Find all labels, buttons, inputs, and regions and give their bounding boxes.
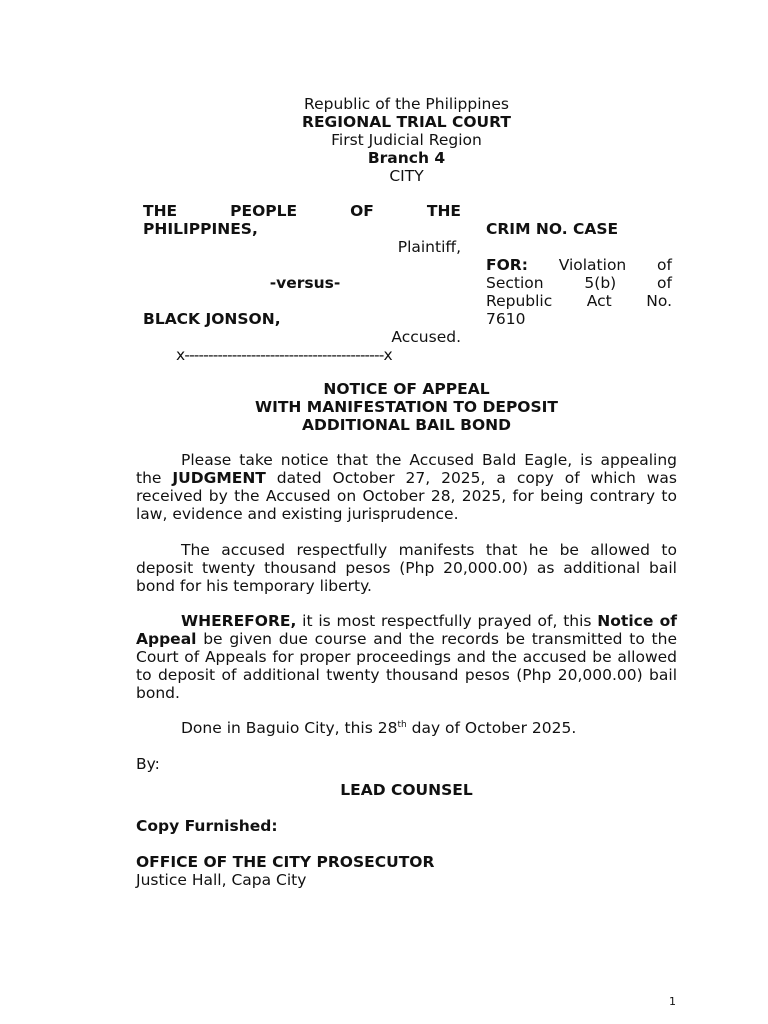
by-label: By: [136,755,160,773]
for-label: FOR: [486,256,528,274]
prosecutor-office: OFFICE OF THE CITY PROSECUTOR [136,853,435,871]
court-header [0,95,768,185]
notice-of-appeal-term: Notice of Appeal [136,612,677,648]
paragraph-prayer: WHEREFORE, it is most respectfully prayed of, this Notice of Appeal be given due course and the records be transmitted to the Court of Appeals for proper proceedings and the accused be allowed to deposit of additional twenty thousand pesos (Php 20,000.00) bail bond. [136,612,677,702]
judicial-region: First Judicial Region [331,131,482,149]
wherefore-term: WHEREFORE, [181,612,297,630]
accused-name: BLACK JONSON, [143,310,281,328]
for-line3: Republic Act No. [486,292,672,310]
for-line1-text: Violation of [558,256,672,274]
title-line3: ADDITIONAL BAIL BOND [302,416,511,434]
accused-label: Accused. [391,328,461,346]
versus: -versus- [269,274,341,292]
paragraph-manifest: The accused respectfully manifests that he be allowed to deposit twenty thousand pesos (Php 20,000.00) as additional bail bond for his temporary liberty. [136,541,677,595]
court-name: REGIONAL TRIAL COURT [302,113,511,131]
for-line1 [486,256,672,274]
judgment-term: JUDGMENT [172,469,266,487]
prosecutor-address: Justice Hall, Capa City [136,871,307,889]
title-line2: WITH MANIFESTATION TO DEPOSIT [255,398,558,416]
case-number: CRIM NO. CASE [486,220,619,238]
copy-furnished-label: Copy Furnished: [136,817,278,835]
for-block [486,256,672,328]
for-line2: Section 5(b) of [486,274,672,292]
caption-separator: x------------------------------------------x [176,346,392,364]
branch: Branch 4 [367,149,446,167]
plaintiff-name-line1: THE PEOPLE OF THE [143,202,461,220]
page-number: 1 [669,995,676,1008]
plaintiff-label: Plaintiff, [397,238,461,256]
republic-line: Republic of the Philippines [304,95,509,113]
plaintiff-name-line2: PHILIPPINES, [143,220,258,238]
paragraph-done: Done in Baguio City, this 28th day of October 2025. [181,719,577,737]
title-line1: NOTICE OF APPEAL [323,380,490,398]
lead-counsel: LEAD COUNSEL [340,781,473,799]
city: CITY [389,167,424,185]
document-title [0,380,768,434]
paragraph-notice: Please take notice that the Accused Bald Eagle, is appealing the JUDGMENT dated October 27, 2025, a copy of which was received by the Accused on October 28, 2025, for being contrary to law, evidence and existing jurisprudence. [136,451,677,523]
for-line4: 7610 [486,310,526,328]
